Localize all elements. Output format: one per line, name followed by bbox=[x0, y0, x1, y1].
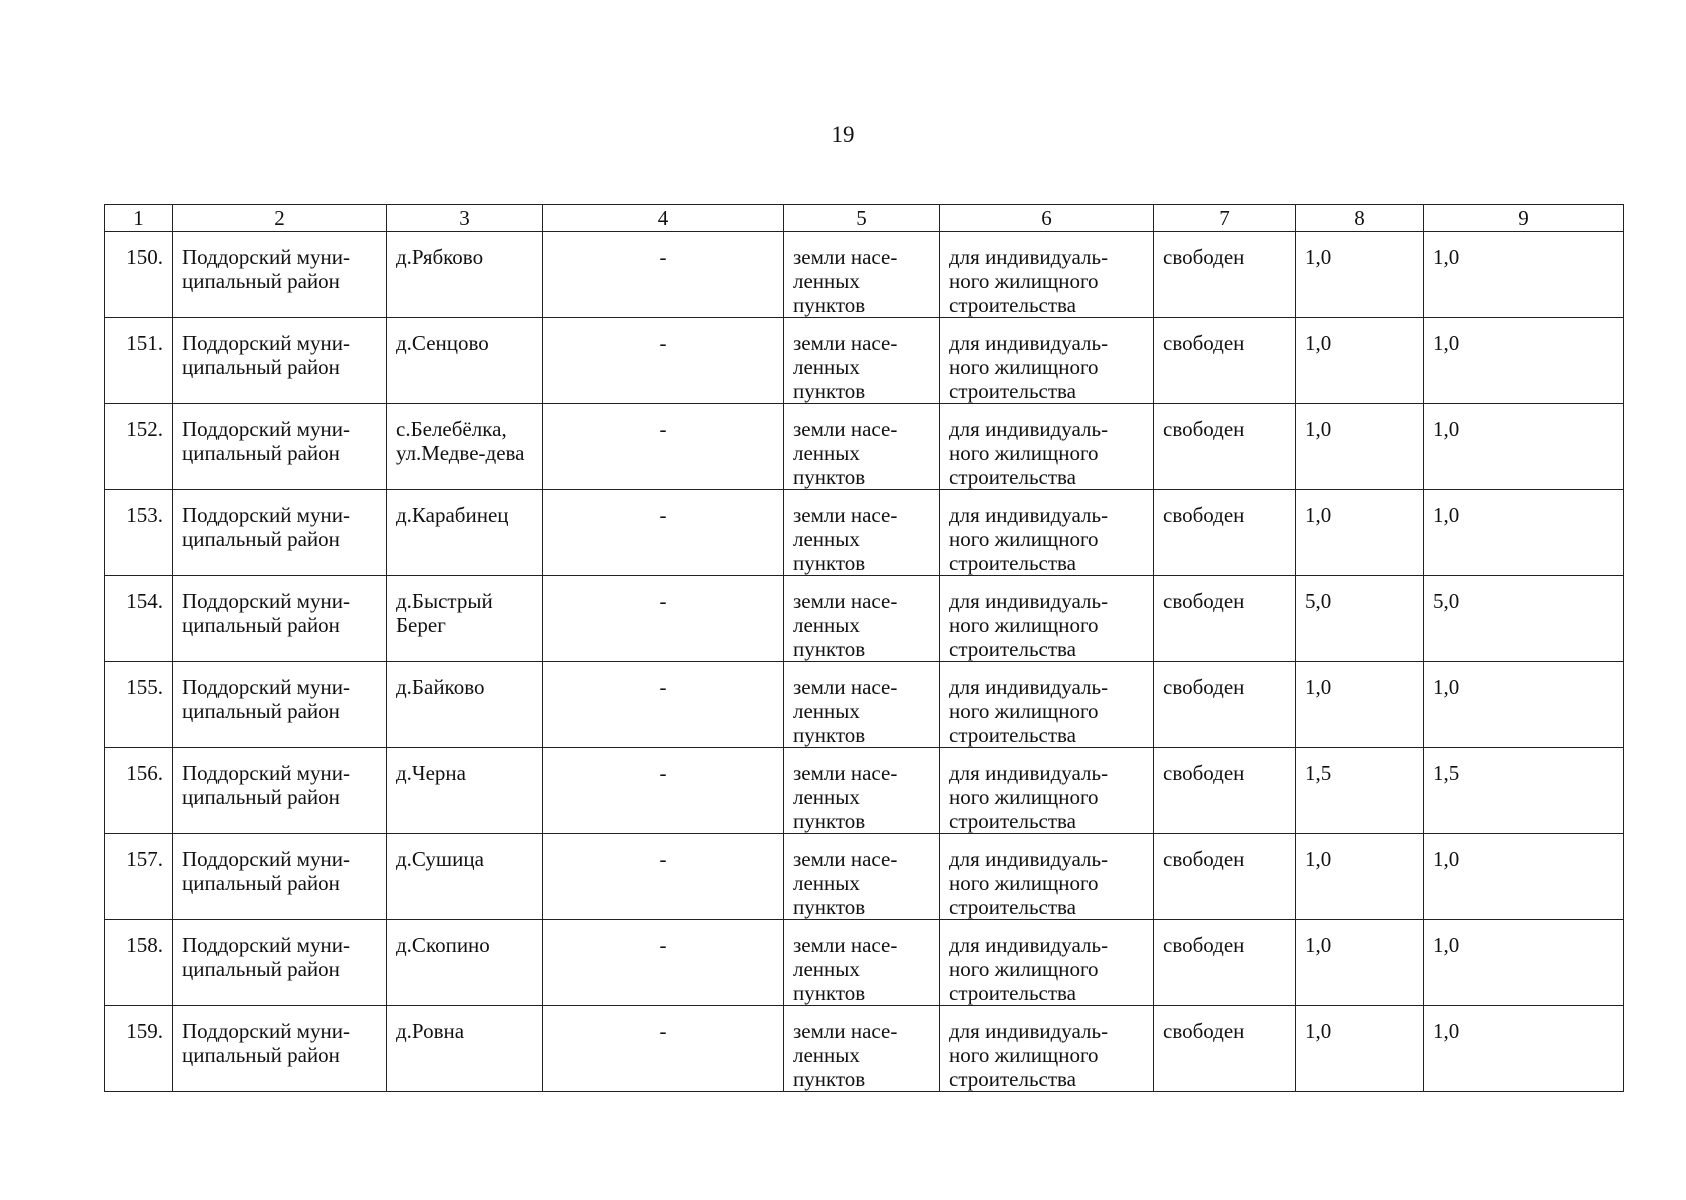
column8-cell: 1,0 bbox=[1296, 490, 1424, 576]
land-category-cell: земли насе-ленных пунктов bbox=[784, 662, 940, 748]
district-cell: Поддорский муни-ципальный район bbox=[173, 404, 387, 490]
permitted-use-cell: для индивидуаль-ного жилищного строительства bbox=[940, 662, 1154, 748]
location-cell: д.Быстрый Берег bbox=[387, 576, 543, 662]
column-header: 7 bbox=[1154, 205, 1296, 232]
column8-cell: 1,0 bbox=[1296, 662, 1424, 748]
location-cell: д.Рябково bbox=[387, 232, 543, 318]
land-category-cell: земли насе-ленных пунктов bbox=[784, 232, 940, 318]
row-number: 158. bbox=[105, 920, 173, 1006]
table-row bbox=[105, 834, 1624, 920]
column-header: 9 bbox=[1424, 205, 1624, 232]
location-cell: д.Черна bbox=[387, 748, 543, 834]
column8-cell: 1,0 bbox=[1296, 404, 1424, 490]
district-cell: Поддорский муни-ципальный район bbox=[173, 232, 387, 318]
page-number: 19 bbox=[831, 122, 855, 147]
status-cell: свободен bbox=[1154, 920, 1296, 1006]
column8-cell: 1,0 bbox=[1296, 318, 1424, 404]
land-category-cell: земли насе-ленных пунктов bbox=[784, 404, 940, 490]
district-cell: Поддорский муни-ципальный район bbox=[173, 490, 387, 576]
permitted-use-cell: для индивидуаль-ного жилищного строительства bbox=[940, 404, 1154, 490]
row-number: 155. bbox=[105, 662, 173, 748]
column9-cell: 1,0 bbox=[1424, 662, 1624, 748]
row-number: 152. bbox=[105, 404, 173, 490]
location-cell: д.Сушица bbox=[387, 834, 543, 920]
column8-cell: 1,0 bbox=[1296, 1006, 1424, 1092]
column-header: 4 bbox=[543, 205, 784, 232]
table-row bbox=[105, 232, 1624, 318]
column9-cell: 1,0 bbox=[1424, 920, 1624, 1006]
column4-cell: - bbox=[543, 490, 784, 576]
row-number: 154. bbox=[105, 576, 173, 662]
column-header: 3 bbox=[387, 205, 543, 232]
district-cell: Поддорский муни-ципальный район bbox=[173, 576, 387, 662]
table-row bbox=[105, 662, 1624, 748]
status-cell: свободен bbox=[1154, 404, 1296, 490]
land-category-cell: земли насе-ленных пунктов bbox=[784, 748, 940, 834]
land-category-cell: земли насе-ленных пунктов bbox=[784, 920, 940, 1006]
permitted-use-cell: для индивидуаль-ного жилищного строительства bbox=[940, 576, 1154, 662]
column4-cell: - bbox=[543, 920, 784, 1006]
location-cell: д.Скопино bbox=[387, 920, 543, 1006]
district-cell: Поддорский муни-ципальный район bbox=[173, 318, 387, 404]
column4-cell: - bbox=[543, 748, 784, 834]
row-number: 156. bbox=[105, 748, 173, 834]
table-row bbox=[105, 920, 1624, 1006]
permitted-use-cell: для индивидуаль-ного жилищного строительства bbox=[940, 834, 1154, 920]
status-cell: свободен bbox=[1154, 834, 1296, 920]
table-row bbox=[105, 404, 1624, 490]
column8-cell: 5,0 bbox=[1296, 576, 1424, 662]
row-number: 153. bbox=[105, 490, 173, 576]
status-cell: свободен bbox=[1154, 318, 1296, 404]
column8-cell: 1,0 bbox=[1296, 834, 1424, 920]
column4-cell: - bbox=[543, 232, 784, 318]
column9-cell: 1,0 bbox=[1424, 1006, 1624, 1092]
column4-cell: - bbox=[543, 834, 784, 920]
column-header: 1 bbox=[105, 205, 173, 232]
land-category-cell: земли насе-ленных пунктов bbox=[784, 318, 940, 404]
row-number: 151. bbox=[105, 318, 173, 404]
status-cell: свободен bbox=[1154, 576, 1296, 662]
column9-cell: 1,0 bbox=[1424, 404, 1624, 490]
column9-cell: 1,0 bbox=[1424, 834, 1624, 920]
permitted-use-cell: для индивидуаль-ного жилищного строительства bbox=[940, 490, 1154, 576]
permitted-use-cell: для индивидуаль-ного жилищного строительства bbox=[940, 1006, 1154, 1092]
land-category-cell: земли насе-ленных пунктов bbox=[784, 490, 940, 576]
column-header: 2 bbox=[173, 205, 387, 232]
column-header: 8 bbox=[1296, 205, 1424, 232]
column9-cell: 1,0 bbox=[1424, 490, 1624, 576]
column-header: 5 bbox=[784, 205, 940, 232]
column9-cell: 1,5 bbox=[1424, 748, 1624, 834]
permitted-use-cell: для индивидуаль-ного жилищного строительства bbox=[940, 748, 1154, 834]
row-number: 159. bbox=[105, 1006, 173, 1092]
table-row bbox=[105, 1006, 1624, 1092]
district-cell: Поддорский муни-ципальный район bbox=[173, 1006, 387, 1092]
land-plots-table bbox=[104, 204, 1624, 1092]
header-row bbox=[105, 205, 1624, 232]
status-cell: свободен bbox=[1154, 232, 1296, 318]
row-number: 150. bbox=[105, 232, 173, 318]
status-cell: свободен bbox=[1154, 662, 1296, 748]
column4-cell: - bbox=[543, 318, 784, 404]
column4-cell: - bbox=[543, 576, 784, 662]
location-cell: д.Ровна bbox=[387, 1006, 543, 1092]
table-row bbox=[105, 748, 1624, 834]
permitted-use-cell: для индивидуаль-ного жилищного строительства bbox=[940, 920, 1154, 1006]
column8-cell: 1,5 bbox=[1296, 748, 1424, 834]
row-number: 157. bbox=[105, 834, 173, 920]
column4-cell: - bbox=[543, 404, 784, 490]
location-cell: д.Сенцово bbox=[387, 318, 543, 404]
status-cell: свободен bbox=[1154, 1006, 1296, 1092]
location-cell: с.Белебёлка, ул.Медве-дева bbox=[387, 404, 543, 490]
land-category-cell: земли насе-ленных пунктов bbox=[784, 1006, 940, 1092]
column-header: 6 bbox=[940, 205, 1154, 232]
permitted-use-cell: для индивидуаль-ного жилищного строительства bbox=[940, 232, 1154, 318]
column8-cell: 1,0 bbox=[1296, 920, 1424, 1006]
permitted-use-cell: для индивидуаль-ного жилищного строительства bbox=[940, 318, 1154, 404]
location-cell: д.Байково bbox=[387, 662, 543, 748]
column4-cell: - bbox=[543, 1006, 784, 1092]
table-row bbox=[105, 318, 1624, 404]
column9-cell: 1,0 bbox=[1424, 318, 1624, 404]
column8-cell: 1,0 bbox=[1296, 232, 1424, 318]
column4-cell: - bbox=[543, 662, 784, 748]
status-cell: свободен bbox=[1154, 748, 1296, 834]
land-category-cell: земли насе-ленных пунктов bbox=[784, 834, 940, 920]
district-cell: Поддорский муни-ципальный район bbox=[173, 920, 387, 1006]
location-cell: д.Карабинец bbox=[387, 490, 543, 576]
district-cell: Поддорский муни-ципальный район bbox=[173, 834, 387, 920]
column9-cell: 5,0 bbox=[1424, 576, 1624, 662]
land-category-cell: земли насе-ленных пунктов bbox=[784, 576, 940, 662]
table-row bbox=[105, 490, 1624, 576]
status-cell: свободен bbox=[1154, 490, 1296, 576]
table-row bbox=[105, 576, 1624, 662]
district-cell: Поддорский муни-ципальный район bbox=[173, 662, 387, 748]
column9-cell: 1,0 bbox=[1424, 232, 1624, 318]
district-cell: Поддорский муни-ципальный район bbox=[173, 748, 387, 834]
